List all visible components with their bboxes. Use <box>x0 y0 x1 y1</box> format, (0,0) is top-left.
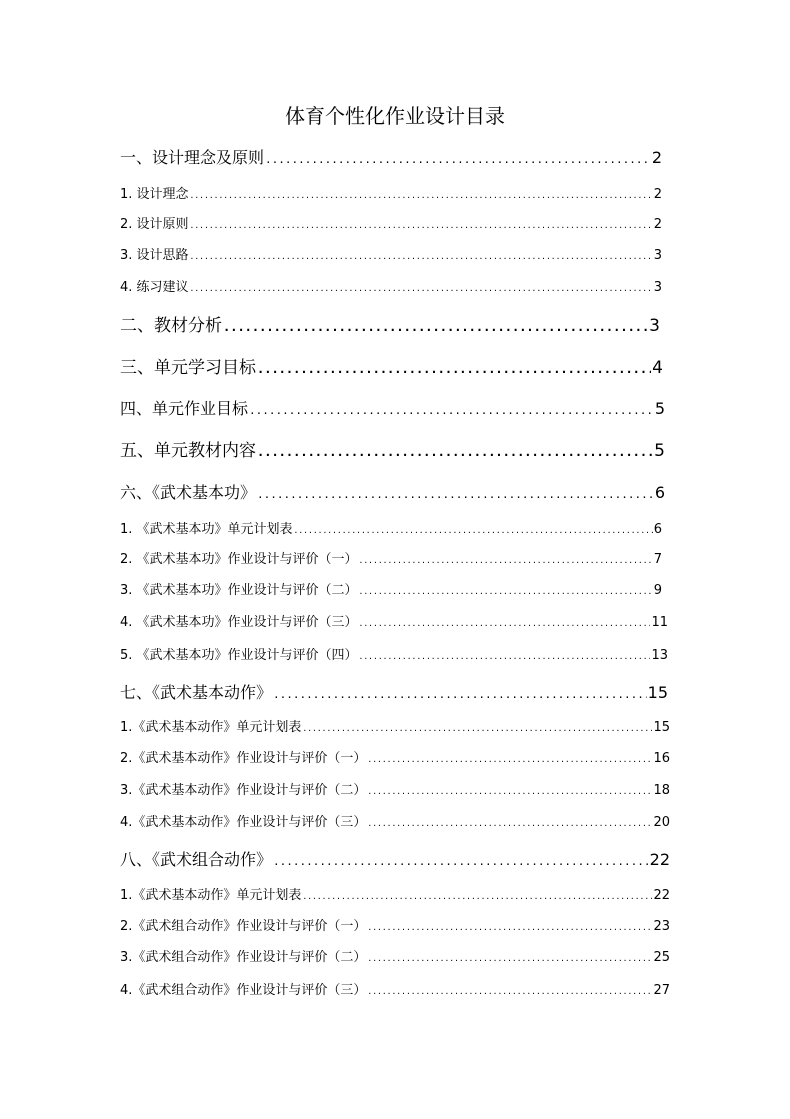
toc-entry-page: 2 <box>651 148 662 167</box>
toc-entry-label: 八、《武术组合动作》 <box>120 850 273 869</box>
toc-entry-label: 1. 设计理念 <box>120 187 189 202</box>
toc-leader-dots <box>273 683 647 707</box>
toc-leader-dots <box>265 148 651 172</box>
toc-entry-page: 6 <box>653 522 662 537</box>
toc-leader-dots <box>302 887 652 907</box>
toc-entry[interactable] <box>120 781 670 801</box>
toc-leader-dots <box>223 314 648 340</box>
toc-leader-dots <box>190 216 653 236</box>
toc-entry-label: 六、《武术基本功》 <box>120 483 257 502</box>
toc-entry-page: 13 <box>651 648 668 663</box>
toc-entry[interactable] <box>120 948 670 968</box>
toc-leader-dots <box>367 782 652 802</box>
toc-entry-page: 7 <box>653 552 662 567</box>
toc-entry-label: 四、单元作业目标 <box>120 399 249 418</box>
toc-entry-page: 23 <box>653 919 670 934</box>
toc-entry[interactable] <box>120 146 662 170</box>
toc-entry-page: 16 <box>653 751 670 766</box>
toc-entry-label: 1.《武术基本动作》单元计划表 <box>120 720 302 735</box>
toc-entry[interactable] <box>120 481 665 505</box>
toc-leader-dots <box>359 582 653 602</box>
toc-leader-dots <box>367 949 652 969</box>
toc-leader-dots <box>367 814 652 834</box>
toc-entry-page: 15 <box>653 720 670 735</box>
toc-entry-page: 11 <box>651 615 668 630</box>
toc-leader-dots <box>257 356 651 382</box>
toc-entry[interactable] <box>120 215 662 235</box>
toc-entry-label: 3. 设计思路 <box>120 248 189 263</box>
toc-entry[interactable] <box>120 718 670 738</box>
toc-entry[interactable] <box>120 917 670 937</box>
toc-entry[interactable] <box>120 185 662 205</box>
toc-leader-dots <box>273 850 649 874</box>
toc-entry-page: 2 <box>653 217 662 232</box>
toc-entry[interactable] <box>120 397 665 421</box>
toc-entry-label: 2. 《武术基本功》作业设计与评价（一） <box>120 552 358 567</box>
toc-entry[interactable] <box>120 813 670 833</box>
toc-entry-label: 2.《武术组合动作》作业设计与评价（一） <box>120 919 367 934</box>
toc-leader-dots <box>190 186 653 206</box>
toc-entry[interactable] <box>120 646 668 666</box>
toc-entry[interactable] <box>120 681 668 705</box>
page-title: 体育个性化作业设计目录 <box>285 104 505 128</box>
toc-entry-label: 3.《武术组合动作》作业设计与评价（二） <box>120 950 367 965</box>
toc-entry-page: 5 <box>654 441 665 461</box>
toc-entry-label: 1.《武术基本动作》单元计划表 <box>120 888 302 903</box>
toc-entry-page: 2 <box>653 187 662 202</box>
toc-entry-label: 5. 《武术基本功》作业设计与评价（四） <box>120 648 358 663</box>
toc-entry-label: 4. 练习建议 <box>120 280 189 295</box>
toc-entry-label: 1. 《武术基本功》单元计划表 <box>120 522 293 537</box>
toc-entry[interactable] <box>120 581 662 601</box>
toc-entry[interactable] <box>120 313 660 339</box>
toc-entry[interactable] <box>120 438 665 464</box>
toc-entry-label: 4. 《武术基本功》作业设计与评价（三） <box>120 615 358 630</box>
toc-entry-page: 3 <box>653 248 662 263</box>
toc-leader-dots <box>257 483 654 507</box>
toc-entry[interactable] <box>120 355 663 381</box>
toc-entry-page: 20 <box>653 815 670 830</box>
toc-leader-dots <box>249 399 654 423</box>
toc-entry[interactable] <box>120 278 662 298</box>
toc-entry-page: 15 <box>647 683 668 702</box>
toc-leader-dots <box>294 521 653 541</box>
toc-entry[interactable] <box>120 246 662 266</box>
toc-entry-page: 3 <box>649 316 660 336</box>
toc-entry-page: 6 <box>654 483 665 502</box>
toc-entry-page: 9 <box>653 583 662 598</box>
toc-entry-label: 2. 设计原则 <box>120 217 189 232</box>
toc-entry-label: 三、单元学习目标 <box>120 358 256 378</box>
toc-entry-page: 4 <box>652 358 663 378</box>
toc-entry[interactable] <box>120 981 670 1001</box>
toc-entry-page: 25 <box>653 950 670 965</box>
toc-entry-page: 3 <box>653 280 662 295</box>
toc-entry-label: 4.《武术基本动作》作业设计与评价（三） <box>120 815 367 830</box>
toc-entry-label: 2.《武术基本动作》作业设计与评价（一） <box>120 751 367 766</box>
toc-leader-dots <box>190 247 653 267</box>
toc-entry[interactable] <box>120 520 662 540</box>
toc-entry[interactable] <box>120 613 668 633</box>
toc-entry[interactable] <box>120 749 670 769</box>
toc-leader-dots <box>302 719 652 739</box>
toc-entry[interactable] <box>120 550 662 570</box>
toc-leader-dots <box>367 918 652 938</box>
toc-leader-dots <box>190 279 653 299</box>
toc-entry-page: 22 <box>649 850 670 869</box>
toc-entry-label: 一、设计理念及原则 <box>120 148 265 167</box>
toc-leader-dots <box>359 614 651 634</box>
toc-entry-page: 18 <box>653 783 670 798</box>
toc-entry-label: 3. 《武术基本功》作业设计与评价（二） <box>120 583 358 598</box>
toc-entry-page: 5 <box>654 399 665 418</box>
toc-leader-dots <box>367 982 652 1002</box>
toc-entry-page: 27 <box>653 983 670 998</box>
toc-entry[interactable] <box>120 886 670 906</box>
toc-leader-dots <box>367 750 652 770</box>
toc-entry-label: 3.《武术基本动作》作业设计与评价（二） <box>120 783 367 798</box>
toc-leader-dots <box>257 439 653 465</box>
toc-entry-label: 4.《武术组合动作》作业设计与评价（三） <box>120 983 367 998</box>
toc-leader-dots <box>359 551 653 571</box>
toc-entry-page: 22 <box>653 888 670 903</box>
toc-entry-label: 二、教材分析 <box>120 316 222 336</box>
toc-entry-label: 五、单元教材内容 <box>120 441 256 461</box>
toc-entry[interactable] <box>120 848 670 872</box>
toc-leader-dots <box>359 647 651 667</box>
toc-entry-label: 七、《武术基本动作》 <box>120 683 273 702</box>
